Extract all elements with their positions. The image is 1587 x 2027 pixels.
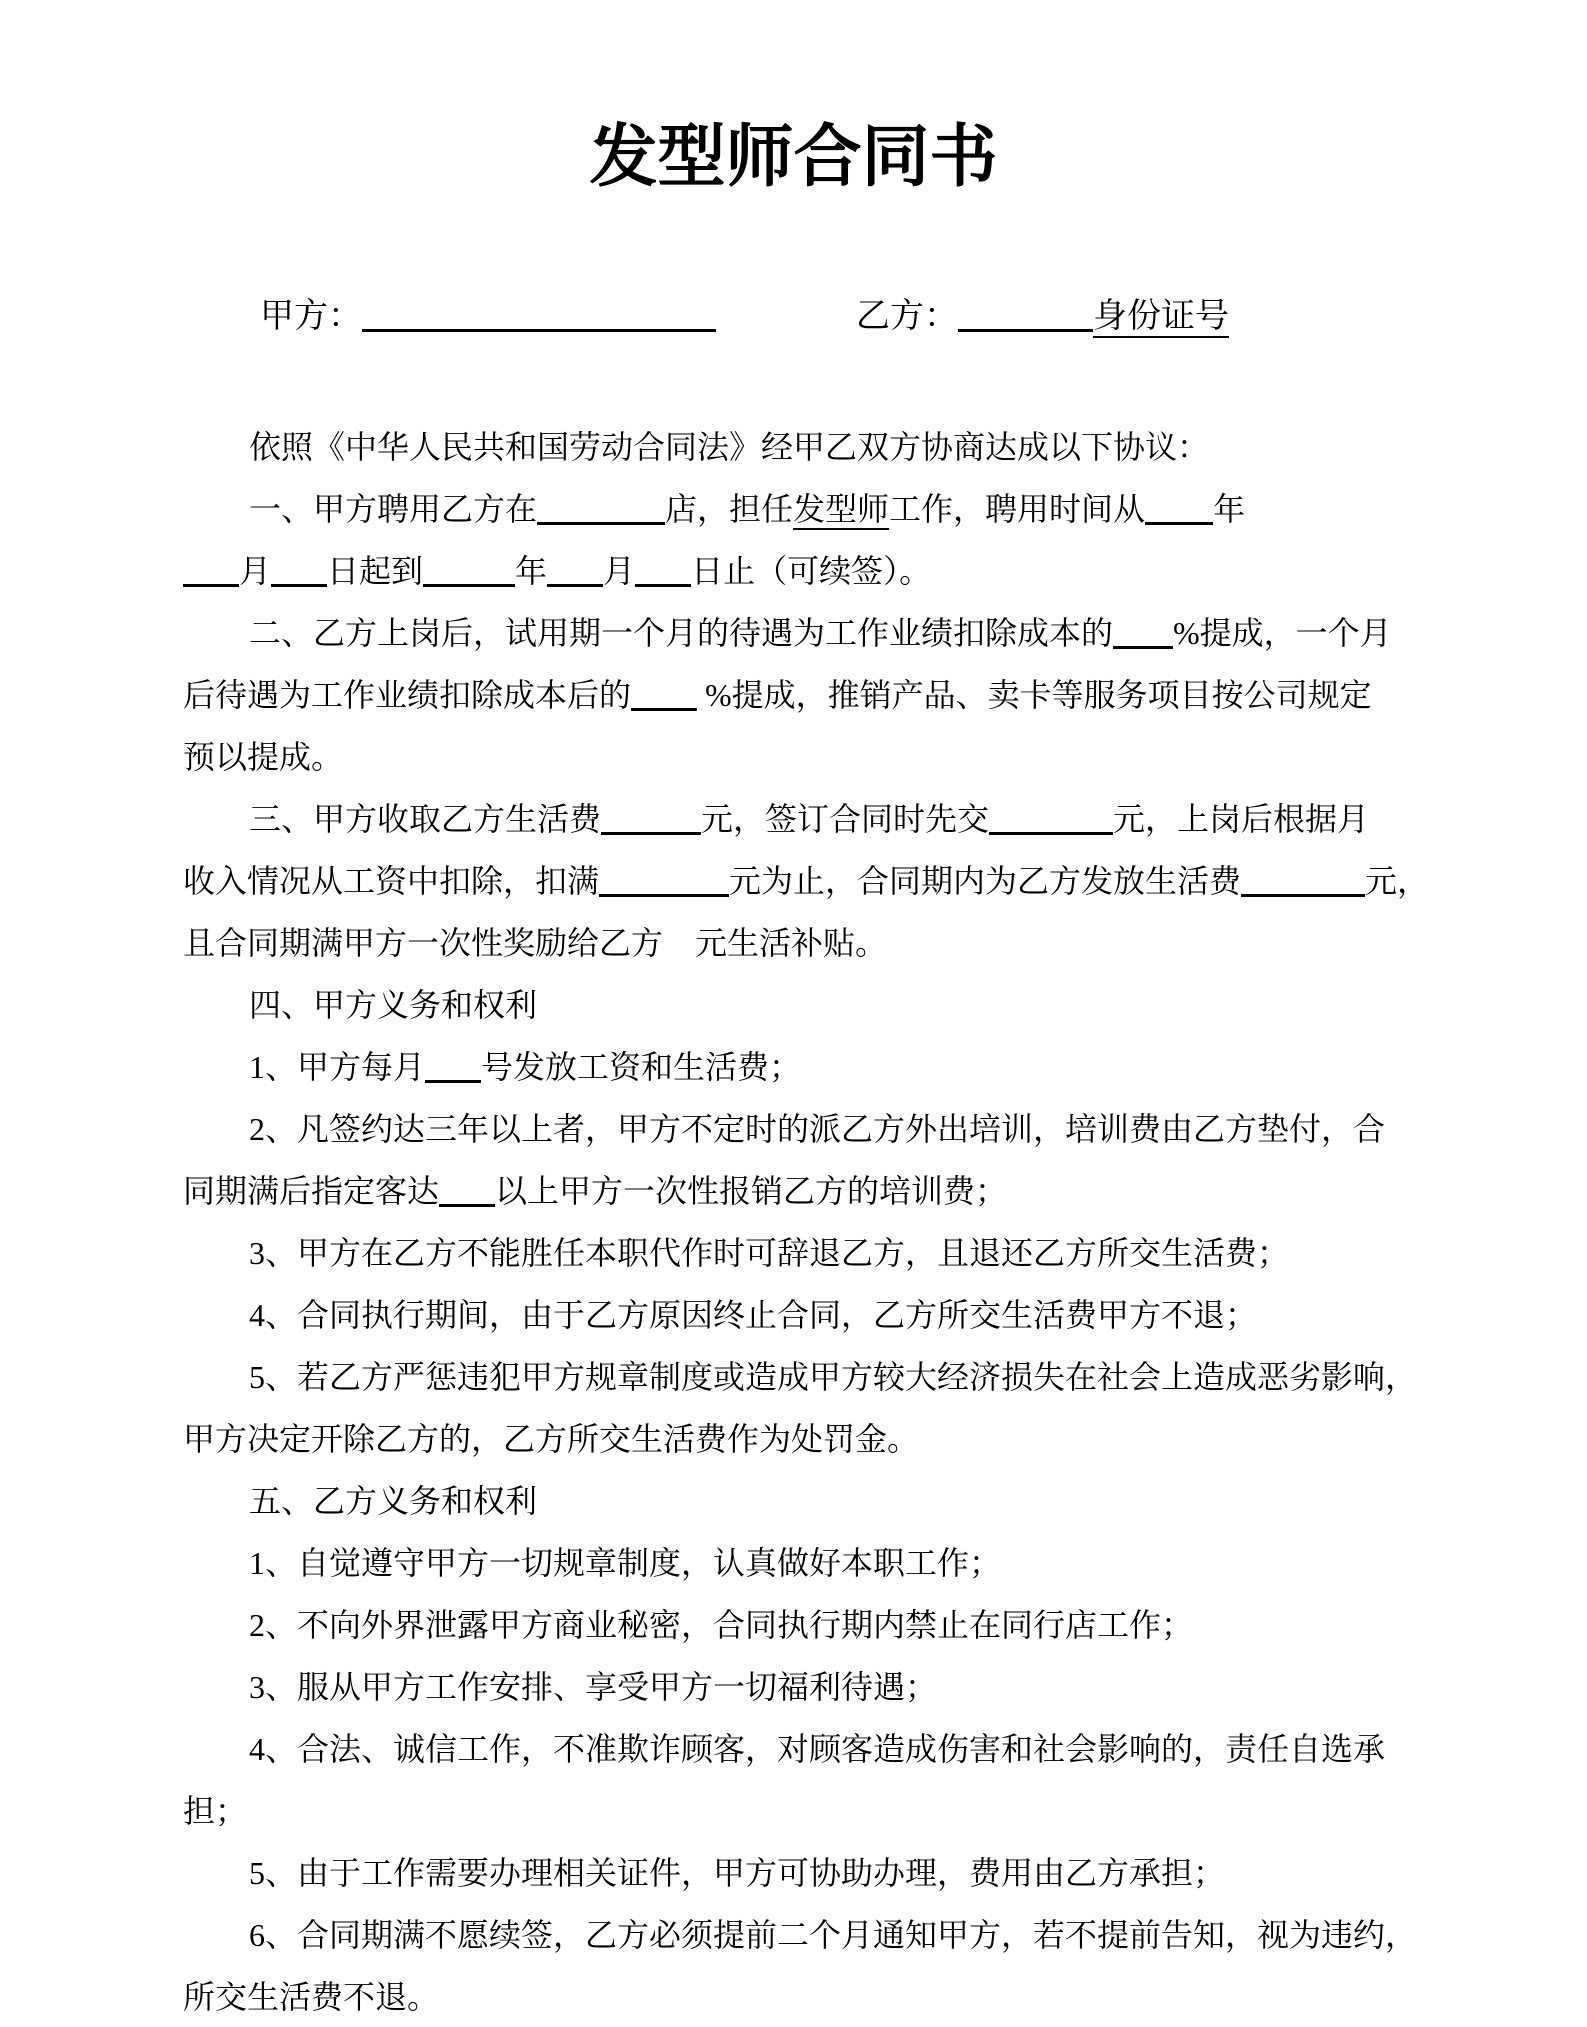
blank-line [631,680,697,711]
text-run: 6、合同期满不愿续签，乙方必须提前二个月通知甲方，若不提前告知，视为违约， [249,1917,1418,1953]
spacer [716,326,856,327]
text-run: 1、甲方每月 [249,1049,426,1085]
blank-line [423,556,515,587]
paragraph [183,1842,1467,1904]
paragraph [183,788,1467,974]
paragraph [183,1284,1467,1346]
paragraph [183,1594,1467,1656]
text-run: 元，上岗后根据月 [1113,801,1370,837]
blank-line [183,556,239,587]
text-run: 三、甲方收取乙方生活费 [249,801,602,837]
text-run: 甲方决定开除乙方的，乙方所交生活费作为处罚金。 [183,1421,920,1457]
text-run: 日起到 [327,553,424,589]
paragraph [183,1346,1467,1470]
paragraphs [183,416,1467,2027]
text-run: 1、自觉遵守甲方一切规章制度，认真做好本职工作； [249,1545,1002,1581]
blank-line [537,494,665,525]
text-run: 二、乙方上岗后，试用期一个月的待遇为工作业绩扣除成本的 [249,615,1114,651]
paragraph [183,1222,1467,1284]
text-run: 号发放工资和生活费； [481,1049,802,1085]
text-run: 收入情况从工资中扣除，扣满 [183,863,600,899]
paragraph [183,1036,1467,1098]
text-run: 月 [239,553,272,589]
paragraph [183,416,1467,478]
text-run: 五、乙方义务和权利 [249,1483,538,1519]
document-title: 发型师合同书 [589,119,998,195]
text-run: 年 [515,553,548,589]
text-run: 且合同期满甲方一次性奖励给乙方 元生活补贴。 [183,925,888,961]
underlined-text: 身份证号 [1093,298,1229,338]
text-run: 所交生活费不退。 [183,1979,440,2015]
blank-line [439,1176,495,1207]
text-run: 依照《中华人民共和国劳动合同法》经甲乙双方协商达成以下协议： [249,429,1210,465]
blank-line [635,556,691,587]
text-run: 月 [603,553,636,589]
blank-line [1241,866,1365,897]
blank-line [362,301,716,332]
text-run: %提成，一个月 [1173,615,1392,651]
text-run: %提成，推销产品、卖卡等服务项目按公司规定 [697,677,1372,713]
text-run: 甲方： [260,298,362,335]
paragraph [183,1470,1467,1532]
text-run: 5、若乙方严惩违犯甲方规章制度或造成甲方较大经济损失在社会上造成恶劣影响， [249,1359,1418,1395]
text-run: 店，担任 [665,491,794,527]
text-run: 3、甲方在乙方不能胜任本职代作时可辞退乙方，且退还乙方所交生活费； [249,1235,1290,1271]
paragraph [183,602,1467,788]
blank-line [271,556,327,587]
text-run: 2、不向外界泄露甲方商业秘密，合同执行期内禁止在同行店工作； [249,1607,1194,1643]
blank-line [547,556,603,587]
paragraph [183,1904,1467,2027]
blank-line [601,804,701,835]
blank-line [425,1052,481,1083]
paragraph [183,1656,1467,1718]
text-run: 工作，聘用时间从 [889,491,1146,527]
paragraph [183,1532,1467,1594]
text-run: 4、合同执行期间，由于乙方原因终止合同，乙方所交生活费甲方不退； [249,1297,1258,1333]
text-run: 元， [1365,863,1430,899]
text-run: 后待遇为工作业绩扣除成本后的 [183,677,632,713]
blank-line [989,804,1113,835]
text-run: 乙方： [856,298,958,335]
underlined-text: 发型师 [793,491,889,530]
text-run: 5、由于工作需要办理相关证件，甲方可协助办理，费用由乙方承担； [249,1855,1226,1891]
paragraph [183,1098,1467,1222]
paragraph [183,478,1467,602]
text-run: 2、凡签约达三年以上者，甲方不定时的派乙方外出培训，培训费由乙方垫付，合 [249,1111,1386,1147]
blank-line [958,301,1093,332]
text-run: 年 [1213,491,1246,527]
text-run: 一、甲方聘用乙方在 [249,491,538,527]
text-run: 3、服从甲方工作安排、享受甲方一切福利待遇； [249,1669,938,1705]
text-run: 四、甲方义务和权利 [249,987,538,1023]
paragraph [183,1718,1467,1842]
blank-line [1145,494,1213,525]
party-row [260,294,1467,340]
text-run: 同期满后指定客达 [183,1173,440,1209]
paragraph [183,974,1467,1036]
text-run: 以上甲方一次性报销乙方的培训费； [495,1173,1008,1209]
blank-line [599,866,729,897]
text-run: 预以提成。 [183,739,344,775]
text-run: 4、合法、诚信工作，不准欺诈顾客，对顾客造成伤害和社会影响的，责任自选承 [249,1731,1386,1767]
text-run: 担； [183,1793,248,1829]
text-run: 元，签订合同时先交 [701,801,990,837]
text-run: 元为止，合同期内为乙方发放生活费 [729,863,1242,899]
blank-line [1113,618,1173,649]
text-run: 日止（可续签）。 [691,553,932,589]
document-body [0,294,1587,2027]
